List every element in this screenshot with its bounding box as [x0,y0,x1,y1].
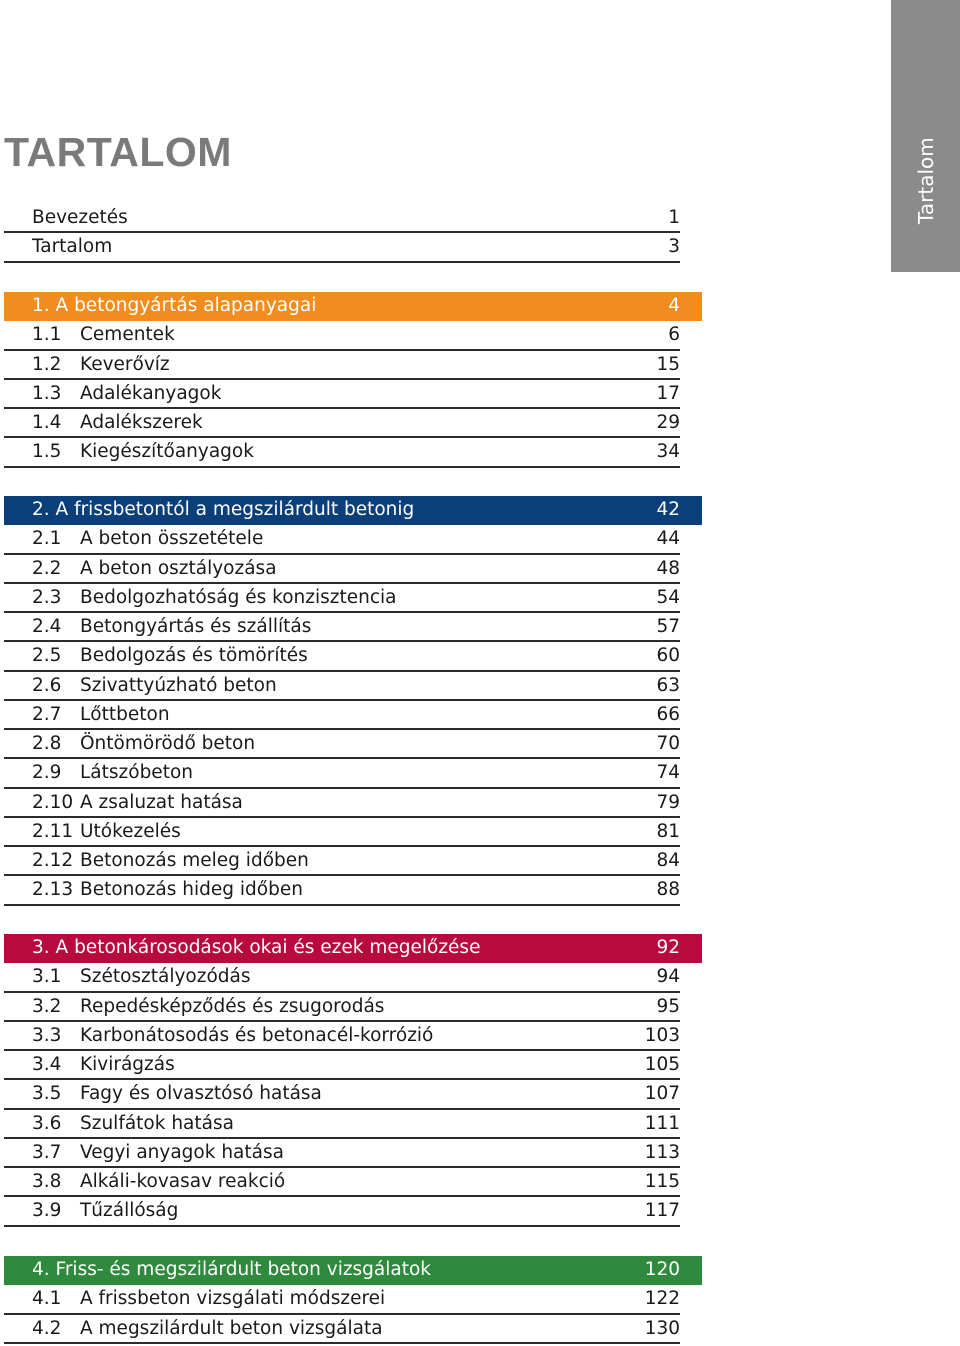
toc-entry-number: 2.10 [32,791,74,813]
toc-entry-label: Tartalom [32,236,113,258]
toc-entry-page: 103 [644,1024,680,1046]
toc-entry-label: Lőttbeton [80,703,170,725]
toc-entry-page: 60 [656,645,680,667]
toc-entry-number: 2.13 [32,879,74,901]
toc-entry-page: 111 [644,1112,680,1134]
toc-entry[interactable] [4,672,702,701]
toc-entry-label: Adalékanyagok [80,382,222,404]
toc-entry-number: 1.4 [32,412,62,433]
toc-entry-number: 2.9 [32,762,62,784]
toc-entry-page: 94 [656,966,680,988]
toc-entry-label: Tűzállóság [80,1200,179,1222]
toc-entry-page: 79 [656,791,680,813]
toc-entry[interactable] [4,380,702,409]
toc-entry[interactable] [4,818,702,847]
toc-entry-label: Szulfátok hatása [80,1112,234,1134]
toc-entry-page: 115 [644,1171,680,1192]
toc-entry[interactable] [4,847,702,876]
section-page: 4 [668,295,680,316]
toc-entry[interactable] [4,351,702,380]
toc-entry[interactable] [4,1080,702,1109]
toc-entry-number: 2.4 [32,616,62,637]
toc-entry-number: 3.9 [32,1200,62,1222]
toc-entry[interactable] [4,1022,702,1051]
toc-entry[interactable] [4,321,702,350]
toc-entry-number: 3.4 [32,1054,62,1075]
toc-entry-label: Bevezetés [32,207,128,228]
toc-entry-page: 6 [668,324,680,346]
toc-entry-number: 2.2 [32,557,62,579]
page-title: TARTALOM [4,129,232,175]
toc-entry[interactable] [4,555,702,584]
section-header[interactable] [4,934,702,963]
section-title: 2. A frissbetontól a megszilárdult betonig [32,499,415,520]
toc-entry-page: 130 [644,1317,680,1339]
toc-entry[interactable] [4,1168,702,1197]
toc-entry-label: Kiegészítőanyagok [80,441,254,463]
toc-entry-label: Látszóbeton [80,762,193,784]
toc-entry[interactable] [4,759,702,788]
section-header[interactable] [4,496,702,525]
toc-entry[interactable] [4,584,702,613]
toc-entry-label: Repedésképződés és zsugorodás [80,995,385,1017]
toc-entry-page: 88 [656,879,680,901]
toc-entry-number: 3.6 [32,1112,62,1134]
toc-entry[interactable] [4,204,702,233]
toc-entry-page: 66 [656,703,680,725]
toc-entry-label: Utókezelés [80,820,181,842]
toc-entry-page: 122 [644,1288,680,1310]
toc-entry-label: Vegyi anyagok hatása [80,1141,284,1163]
toc-entry-number: 3.1 [32,966,62,988]
toc-entry[interactable] [4,409,702,438]
toc-entry-page: 117 [644,1200,680,1222]
toc-entry-label: Bedolgozás és tömörítés [80,645,308,667]
toc-entry-number: 2.11 [32,820,74,842]
toc-entry-page: 105 [644,1054,680,1075]
toc-entry[interactable] [4,613,702,642]
toc-entry[interactable] [4,789,702,818]
toc-entry[interactable] [4,233,702,262]
toc-entry[interactable] [4,730,702,759]
toc-entry-label: Betongyártás és szállítás [80,616,312,637]
toc-entry-number: 1.5 [32,441,62,463]
toc-entry-page: 81 [656,820,680,842]
side-tab-label: Tartalom [913,137,938,224]
toc-entry-label: Adalékszerek [80,412,203,433]
toc-section-1 [4,292,702,468]
toc-entry-label: A zsaluzat hatása [80,791,243,813]
toc-entry-page: 48 [656,557,680,579]
toc-entry-page: 17 [656,382,680,404]
toc-entry-label: Alkáli-kovasav reakció [80,1171,286,1192]
toc-entry-page: 70 [656,733,680,754]
toc-entry-label: Kivirágzás [80,1054,175,1075]
toc-entry-label: Betonozás meleg időben [80,850,309,871]
section-header[interactable] [4,1256,702,1285]
toc-entry-label: A beton osztályozása [80,557,277,579]
toc-entry[interactable] [4,993,702,1022]
toc-entry-number: 3.5 [32,1083,62,1105]
toc-entry-number: 2.12 [32,850,74,871]
toc-entry[interactable] [4,1197,702,1226]
toc-section-4 [4,1256,702,1344]
section-header[interactable] [4,292,702,321]
toc-entry-label: Szivattyúzható beton [80,674,277,696]
toc-entry-label: A frissbeton vizsgálati módszerei [80,1288,386,1310]
toc-entry-number: 3.8 [32,1171,62,1192]
toc-entry-page: 63 [656,674,680,696]
toc-entry-number: 1.2 [32,353,62,375]
toc-entry-page: 3 [668,236,680,258]
section-page: 120 [644,1259,680,1280]
toc-entry-label: Öntömörödő beton [80,733,256,754]
toc-entry-number: 1.1 [32,324,62,346]
toc-entry-page: 84 [656,850,680,871]
toc-entry[interactable] [4,1110,702,1139]
toc-entry[interactable] [4,1051,702,1080]
toc-entry[interactable] [4,642,702,671]
section-title: 1. A betongyártás alapanyagai [32,295,317,316]
toc-entry-number: 3.3 [32,1024,62,1046]
toc-entry-number: 4.2 [32,1317,62,1339]
toc-entry[interactable] [4,963,702,992]
toc-entry-number: 3.7 [32,1141,62,1163]
toc-entry-number: 2.8 [32,733,62,754]
toc-entry[interactable] [4,1285,702,1314]
section-page: 92 [656,937,680,958]
toc-entry-number: 1.3 [32,382,62,404]
toc-entry-page: 113 [644,1141,680,1163]
toc-entry[interactable] [4,701,702,730]
toc-entry-page: 107 [644,1083,680,1105]
toc-entry[interactable] [4,876,702,905]
toc-entry-label: Fagy és olvasztósó hatása [80,1083,322,1105]
toc-entry-label: Betonozás hideg időben [80,879,303,901]
section-title: 4. Friss- és megszilárdult beton vizsgálatok [32,1259,432,1280]
toc-section-3 [4,934,702,1227]
toc-entry-number: 2.1 [32,528,62,550]
toc-entry-number: 2.3 [32,586,62,608]
toc-entry[interactable] [4,1139,702,1168]
toc-entry-number: 2.5 [32,645,62,667]
toc-entry-label: A megszilárdult beton vizsgálata [80,1317,383,1339]
toc-entry-page: 95 [656,995,680,1017]
side-tab [891,0,960,272]
toc-entry-number: 4.1 [32,1288,62,1310]
section-page: 42 [656,499,680,520]
toc-entry-page: 34 [656,441,680,463]
toc-entry-label: Bedolgozhatóság és konzisztencia [80,586,397,608]
toc-entry[interactable] [4,1315,702,1344]
toc-entry[interactable] [4,438,702,467]
toc-section-2 [4,496,702,906]
toc-intro [4,204,702,263]
toc-entry-number: 3.2 [32,995,62,1017]
toc-entry-page: 15 [656,353,680,375]
toc-entry-label: Karbonátosodás és betonacél-korrózió [80,1024,434,1046]
toc-entry-page: 1 [668,207,680,228]
section-title: 3. A betonkárosodások okai és ezek megelőzése [32,937,481,958]
toc-entry-page: 74 [656,762,680,784]
toc-entry-label: Keverővíz [80,353,170,375]
toc-entry-label: Szétosztályozódás [80,966,251,988]
toc-entry-number: 2.6 [32,674,62,696]
toc-entry-page: 44 [656,528,680,550]
toc-entry-page: 57 [656,616,680,637]
toc-entry-page: 54 [656,586,680,608]
toc-entry[interactable] [4,525,702,554]
toc-entry-label: Cementek [80,324,175,346]
toc-entry-page: 29 [656,412,680,433]
toc-entry-label: A beton összetétele [80,528,264,550]
toc-entry-number: 2.7 [32,703,62,725]
